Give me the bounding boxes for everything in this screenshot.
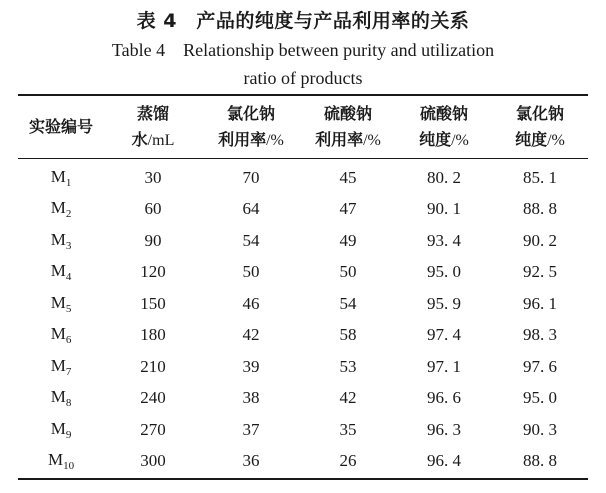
cell-distilled-water: 270 bbox=[140, 419, 166, 439]
cell-na2so4-purity: 97. 4 bbox=[427, 325, 461, 345]
cell-na2so4-utilization: 54 bbox=[339, 293, 357, 313]
cell-experiment-id bbox=[18, 446, 104, 478]
header-nacl-purity-label: 纯度 bbox=[515, 129, 548, 149]
cell-experiment-id bbox=[18, 158, 104, 194]
cell-na2so4-purity: 96. 6 bbox=[427, 388, 461, 408]
table-title-english bbox=[0, 36, 606, 92]
cell-nacl-utilization: 36 bbox=[242, 451, 260, 471]
cell-id-letter: M bbox=[50, 166, 66, 186]
cell-nacl-purity: 90. 2 bbox=[523, 230, 557, 250]
cell-id-letter: M bbox=[50, 292, 66, 312]
cell-experiment-id bbox=[18, 351, 104, 383]
cell-id-letter: M bbox=[50, 355, 66, 375]
table-bottom-rule bbox=[18, 478, 588, 480]
table-row bbox=[18, 288, 588, 320]
cell-experiment-id bbox=[18, 288, 104, 320]
header-na2so4-utilization-unit: /% bbox=[363, 131, 381, 149]
cell-na2so4-purity: 90. 1 bbox=[427, 199, 461, 219]
cell-na2so4-utilization: 45 bbox=[339, 167, 357, 187]
purity-utilization-table bbox=[18, 96, 588, 477]
cell-distilled-water: 30 bbox=[144, 167, 162, 187]
header-distilled-water-unit: /mL bbox=[147, 131, 175, 149]
cell-na2so4-purity: 95. 0 bbox=[427, 262, 461, 282]
table-title-english-line2: ratio of products bbox=[243, 68, 363, 88]
cell-nacl-purity: 95. 0 bbox=[523, 388, 557, 408]
header-experiment-id bbox=[18, 96, 104, 158]
cell-distilled-water: 60 bbox=[144, 199, 162, 219]
table-header bbox=[18, 96, 588, 158]
cell-id-subscript: 2 bbox=[65, 208, 72, 221]
cell-na2so4-utilization: 49 bbox=[339, 230, 357, 250]
table-title-english-line1: Table 4 Relationship between purity and utilization bbox=[111, 40, 495, 60]
cell-distilled-water: 180 bbox=[140, 325, 166, 345]
cell-na2so4-utilization: 58 bbox=[339, 325, 357, 345]
header-na2so4-purity-label: 纯度 bbox=[419, 129, 452, 149]
cell-id-subscript: 10 bbox=[63, 460, 75, 473]
cell-nacl-utilization: 42 bbox=[242, 325, 260, 345]
cell-id-subscript: 6 bbox=[65, 334, 72, 347]
cell-na2so4-utilization: 47 bbox=[339, 199, 357, 219]
header-na2so4-purity-line2 bbox=[396, 127, 492, 154]
table-row bbox=[18, 158, 588, 194]
cell-id-subscript: 8 bbox=[65, 397, 72, 410]
cell-nacl-utilization: 54 bbox=[242, 230, 260, 250]
header-nacl-purity-unit: /% bbox=[547, 131, 565, 149]
cell-nacl-purity: 98. 3 bbox=[523, 325, 557, 345]
cell-na2so4-utilization: 53 bbox=[339, 356, 357, 376]
cell-experiment-id bbox=[18, 414, 104, 446]
cell-nacl-utilization: 70 bbox=[242, 167, 260, 187]
cell-nacl-utilization: 50 bbox=[242, 262, 260, 282]
cell-nacl-purity: 97. 6 bbox=[523, 356, 557, 376]
table-body bbox=[18, 158, 588, 477]
cell-id-subscript: 3 bbox=[65, 239, 72, 252]
cell-na2so4-purity: 96. 3 bbox=[427, 419, 461, 439]
cell-nacl-purity: 90. 3 bbox=[523, 419, 557, 439]
cell-id-letter: M bbox=[50, 387, 66, 407]
header-na2so4-purity bbox=[396, 96, 492, 158]
cell-na2so4-purity: 80. 2 bbox=[427, 167, 461, 187]
header-distilled-water-line2 bbox=[104, 127, 202, 154]
cell-distilled-water: 150 bbox=[140, 293, 166, 313]
cell-distilled-water: 240 bbox=[140, 388, 166, 408]
header-nacl-purity bbox=[492, 96, 588, 158]
table-row bbox=[18, 446, 588, 478]
header-nacl-utilization bbox=[202, 96, 300, 158]
table-row bbox=[18, 194, 588, 226]
header-na2so4-utilization-line1: 硫酸钠 bbox=[323, 103, 372, 123]
cell-id-letter: M bbox=[47, 450, 64, 470]
cell-nacl-utilization: 46 bbox=[242, 293, 260, 313]
table-row bbox=[18, 225, 588, 257]
cell-id-subscript: 4 bbox=[65, 271, 72, 284]
cell-id-letter: M bbox=[50, 324, 66, 344]
cell-na2so4-purity: 95. 9 bbox=[427, 293, 461, 313]
cell-na2so4-utilization: 26 bbox=[339, 451, 357, 471]
cell-experiment-id bbox=[18, 257, 104, 289]
cell-na2so4-utilization: 35 bbox=[339, 419, 357, 439]
header-nacl-utilization-line1: 氯化钠 bbox=[226, 103, 275, 123]
cell-distilled-water: 300 bbox=[140, 451, 166, 471]
cell-id-letter: M bbox=[50, 261, 66, 281]
cell-id-letter: M bbox=[50, 229, 66, 249]
header-na2so4-purity-unit: /% bbox=[451, 131, 469, 149]
header-nacl-utilization-line2 bbox=[202, 127, 300, 154]
header-nacl-purity-line1: 氯化钠 bbox=[515, 103, 564, 123]
header-nacl-utilization-label: 利用率 bbox=[218, 129, 267, 149]
cell-na2so4-utilization: 50 bbox=[339, 262, 357, 282]
cell-distilled-water: 90 bbox=[144, 230, 162, 250]
cell-experiment-id bbox=[18, 320, 104, 352]
header-nacl-utilization-unit: /% bbox=[266, 131, 284, 149]
cell-nacl-purity: 85. 1 bbox=[523, 167, 557, 187]
table-row bbox=[18, 383, 588, 415]
header-na2so4-utilization-line2 bbox=[300, 127, 396, 154]
cell-distilled-water: 120 bbox=[140, 262, 166, 282]
cell-experiment-id bbox=[18, 383, 104, 415]
cell-nacl-utilization: 64 bbox=[242, 199, 260, 219]
cell-experiment-id bbox=[18, 225, 104, 257]
table-row bbox=[18, 257, 588, 289]
cell-nacl-purity: 92. 5 bbox=[523, 262, 557, 282]
cell-id-subscript: 9 bbox=[65, 428, 72, 441]
table-row bbox=[18, 351, 588, 383]
cell-id-subscript: 1 bbox=[65, 176, 72, 189]
cell-id-letter: M bbox=[50, 198, 66, 218]
cell-nacl-purity: 88. 8 bbox=[523, 451, 557, 471]
cell-nacl-purity: 96. 1 bbox=[523, 293, 557, 313]
header-na2so4-utilization bbox=[300, 96, 396, 158]
cell-nacl-utilization: 38 bbox=[242, 388, 260, 408]
cell-id-subscript: 7 bbox=[65, 365, 72, 378]
cell-id-letter: M bbox=[50, 418, 66, 438]
cell-na2so4-purity: 93. 4 bbox=[427, 230, 461, 250]
cell-experiment-id bbox=[18, 194, 104, 226]
header-na2so4-purity-line1: 硫酸钠 bbox=[419, 103, 468, 123]
cell-nacl-utilization: 39 bbox=[242, 356, 260, 376]
cell-na2so4-purity: 96. 4 bbox=[427, 451, 461, 471]
header-distilled-water-line1: 蒸馏 bbox=[136, 103, 169, 123]
cell-nacl-utilization: 37 bbox=[242, 419, 260, 439]
cell-id-subscript: 5 bbox=[65, 302, 72, 315]
table-title-chinese: 表 4 产品的纯度与产品利用率的关系 bbox=[136, 10, 470, 32]
header-na2so4-utilization-label: 利用率 bbox=[315, 129, 364, 149]
header-distilled-water bbox=[104, 96, 202, 158]
cell-na2so4-purity: 97. 1 bbox=[427, 356, 461, 376]
cell-distilled-water: 210 bbox=[140, 356, 166, 376]
table-row bbox=[18, 320, 588, 352]
cell-na2so4-utilization: 42 bbox=[339, 388, 357, 408]
table-row bbox=[18, 414, 588, 446]
header-nacl-purity-line2 bbox=[492, 127, 588, 154]
header-distilled-water-label: 水 bbox=[131, 129, 148, 149]
header-experiment-id-label: 实验编号 bbox=[28, 117, 93, 136]
cell-nacl-purity: 88. 8 bbox=[523, 199, 557, 219]
